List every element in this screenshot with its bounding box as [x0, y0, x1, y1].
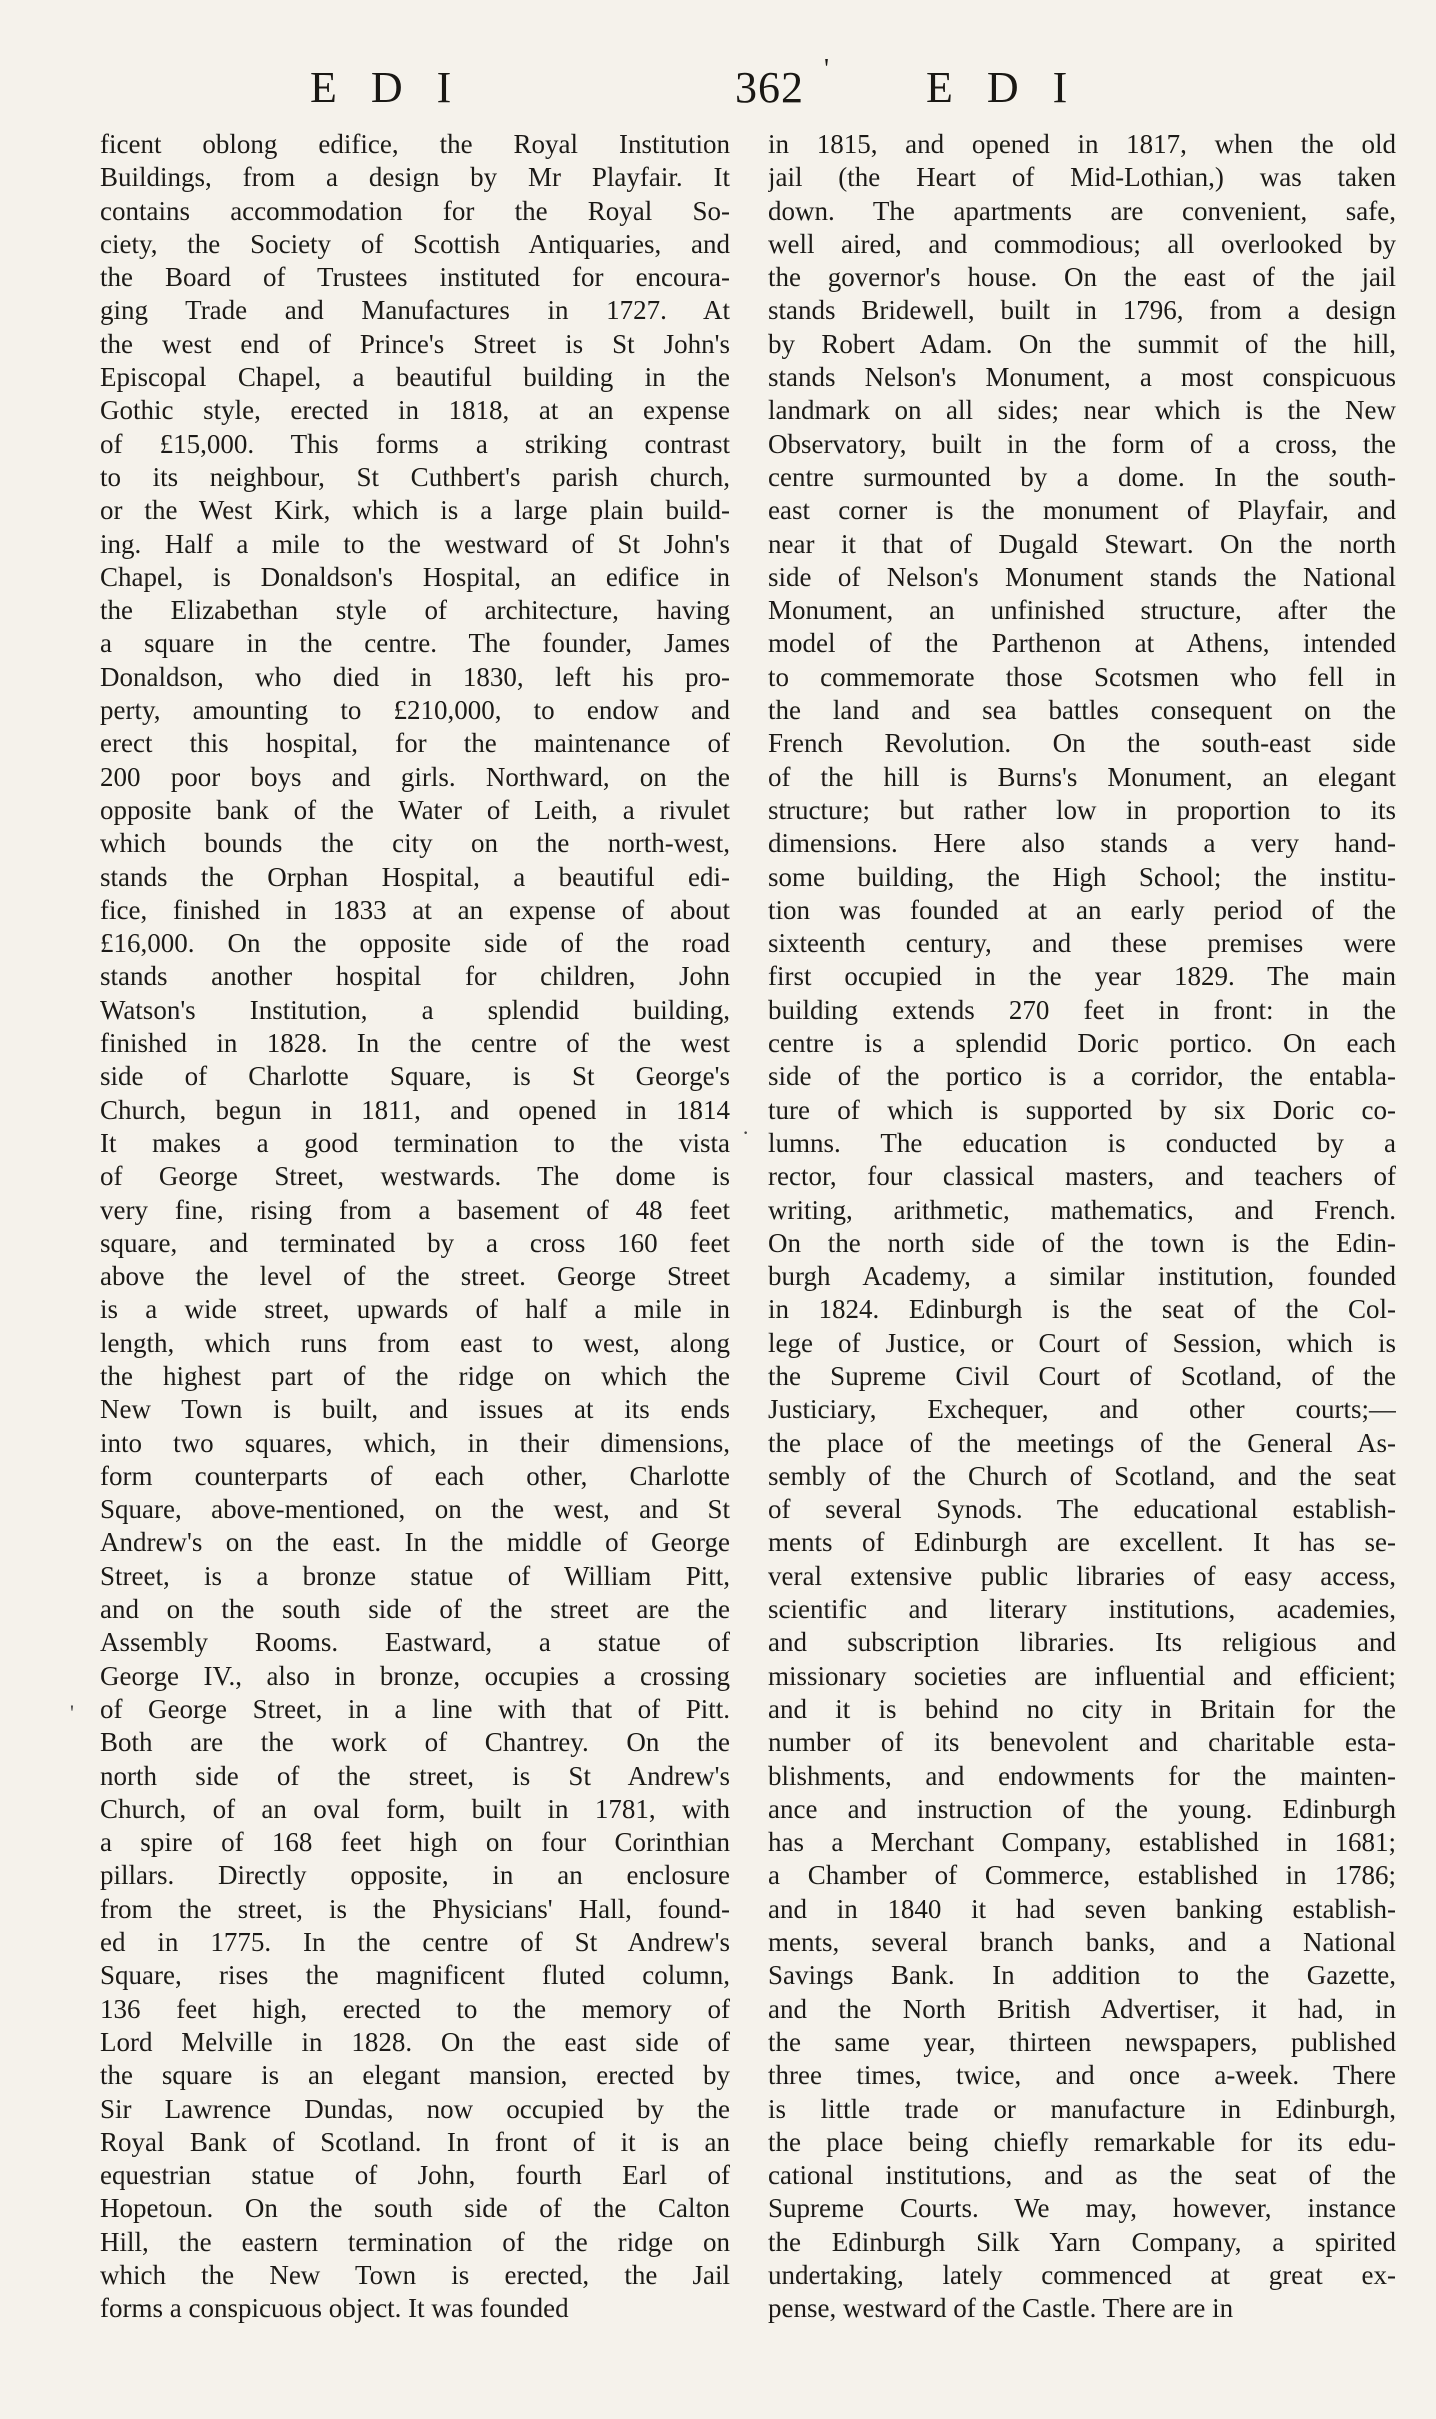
text-line: New Town is built, and issues at its ends: [100, 1394, 730, 1425]
text-line: Church, of an oval form, built in 1781, with: [100, 1793, 730, 1824]
text-line: blishments, and endowments for the mainten-: [768, 1760, 1396, 1791]
text-line: burgh Academy, a similar institution, founded: [768, 1261, 1396, 1292]
text-line: the governor's house. On the east of the jail: [768, 262, 1396, 293]
text-line: of George Street, westwards. The dome is: [100, 1161, 730, 1192]
text-line: number of its benevolent and charitable esta-: [768, 1727, 1396, 1758]
page-number: 362: [735, 63, 804, 112]
text-line: of several Synods. The educational establish-: [768, 1494, 1396, 1525]
gutter-mark: ·: [742, 1120, 750, 1145]
text-line: centre is a splendid Doric portico. On each: [768, 1028, 1396, 1059]
text-line: and subscription libraries. Its religious and: [768, 1627, 1396, 1658]
text-line: is a wide street, upwards of half a mile in: [100, 1294, 730, 1325]
text-line: has a Merchant Company, established in 1681;: [768, 1827, 1396, 1858]
text-line: some building, the High School; the institu-: [768, 861, 1396, 892]
text-line: sixteenth century, and these premises were: [768, 928, 1396, 959]
text-line: the place being chiefly remarkable for its edu-: [768, 2126, 1396, 2157]
text-line: finished in 1828. In the centre of the west: [100, 1028, 730, 1059]
text-line: down. The apartments are convenient, safe,: [768, 195, 1396, 226]
text-line: of the hill is Burns's Monument, an elegant: [768, 761, 1396, 792]
text-line: undertaking, lately commenced at great ex-: [768, 2260, 1396, 2290]
text-line: by Robert Adam. On the summit of the hill,: [768, 328, 1396, 359]
text-line: equestrian statue of John, fourth Earl of: [100, 2160, 730, 2191]
text-line: Street, is a bronze statue of William Pitt,: [100, 1560, 730, 1591]
text-line: French Revolution. On the south-east side: [768, 728, 1396, 759]
text-line: a square in the centre. The founder, James: [100, 628, 730, 659]
text-line: Square, above-mentioned, on the west, and St: [100, 1494, 730, 1525]
text-line: contains accommodation for the Royal So-: [100, 195, 730, 226]
text-line: Donaldson, who died in 1830, left his pro-: [100, 661, 730, 692]
text-line: lege of Justice, or Court of Session, which is: [768, 1327, 1396, 1358]
text-line: sembly of the Church of Scotland, and the seat: [768, 1460, 1396, 1491]
text-line: the square is an elegant mansion, erected by: [100, 2060, 730, 2091]
text-line: ging Trade and Manufactures in 1727. At: [100, 295, 730, 326]
text-line: Square, rises the magnificent fluted column,: [100, 1960, 730, 1991]
text-line: It makes a good termination to the vista: [100, 1127, 730, 1158]
text-line: stands Bridewell, built in 1796, from a design: [768, 295, 1396, 326]
text-line: Royal Bank of Scotland. In front of it is an: [100, 2126, 730, 2157]
text-line: landmark on all sides; near which is the New: [768, 395, 1396, 426]
text-line: missionary societies are influential and efficient;: [768, 1660, 1396, 1691]
text-line: Monument, an unfinished structure, after the: [768, 595, 1396, 626]
text-line: of George Street, in a line with that of Pitt.: [100, 1693, 730, 1724]
text-line: fice, finished in 1833 at an expense of about: [100, 894, 730, 925]
text-line: near it that of Dugald Stewart. On the north: [768, 528, 1396, 559]
text-line: very fine, rising from a basement of 48 feet: [100, 1194, 730, 1225]
text-line: the same year, thirteen newspapers, published: [768, 2026, 1396, 2057]
text-line: three times, twice, and once a-week. There: [768, 2060, 1396, 2091]
text-line: in 1815, and opened in 1817, when the old: [768, 129, 1396, 159]
text-line: 136 feet high, erected to the memory of: [100, 1993, 730, 2024]
text-line: length, which runs from east to west, along: [100, 1327, 730, 1358]
text-line: opposite bank of the Water of Leith, a rivulet: [100, 794, 730, 825]
text-line: form counterparts of each other, Charlotte: [100, 1460, 730, 1491]
text-line: from the street, is the Physicians' Hall, found-: [100, 1893, 730, 1924]
text-line: and the North British Advertiser, it had, in: [768, 1993, 1396, 2024]
text-line: Observatory, built in the form of a cross, the: [768, 428, 1396, 459]
text-line: to its neighbour, St Cuthbert's parish church,: [100, 461, 730, 492]
text-line: well aired, and commodious; all overlooked by: [768, 228, 1396, 259]
text-line: the west end of Prince's Street is St John's: [100, 328, 730, 359]
text-line: ficent oblong edifice, the Royal Institution: [100, 129, 730, 159]
text-line: tion was founded at an early period of the: [768, 894, 1396, 925]
text-line: stands another hospital for children, John: [100, 961, 730, 992]
text-line: into two squares, which, in their dimensions,: [100, 1427, 730, 1458]
text-line: stands the Orphan Hospital, a beautiful edi-: [100, 861, 730, 892]
text-line: of £15,000. This forms a striking contrast: [100, 428, 730, 459]
text-line: ance and instruction of the young. Edinburgh: [768, 1793, 1396, 1824]
text-line: and on the south side of the street are the: [100, 1594, 730, 1625]
text-line: a Chamber of Commerce, established in 1786;: [768, 1860, 1396, 1891]
text-line: the Board of Trustees instituted for encoura-: [100, 262, 730, 293]
text-line: erect this hospital, for the maintenance of: [100, 728, 730, 759]
text-line: jail (the Heart of Mid-Lothian,) was taken: [768, 162, 1396, 193]
text-line: perty, amounting to £210,000, to endow and: [100, 695, 730, 726]
text-line: ciety, the Society of Scottish Antiquaries, and: [100, 228, 730, 259]
text-line: Church, begun in 1811, and opened in 1814: [100, 1094, 730, 1125]
text-line: stands Nelson's Monument, a most conspicuous: [768, 362, 1396, 393]
text-line: cational institutions, and as the seat of the: [768, 2160, 1396, 2191]
text-line: pense, westward of the Castle. There are in: [768, 2293, 1234, 2324]
text-line: Hill, the eastern termination of the ridge on: [100, 2226, 730, 2257]
text-line: is little trade or manufacture in Edinburgh,: [768, 2093, 1396, 2124]
text-line: side of the portico is a corridor, the entabla-: [768, 1061, 1396, 1092]
header-left-word: EDI: [310, 63, 486, 112]
text-line: £16,000. On the opposite side of the road: [100, 928, 730, 959]
text-line: the Elizabethan style of architecture, having: [100, 595, 730, 626]
text-line: Buildings, from a design by Mr Playfair. It: [100, 162, 730, 193]
text-line: the place of the meetings of the General As-: [768, 1427, 1396, 1458]
text-line: Chapel, is Donaldson's Hospital, an edifice in: [100, 561, 730, 592]
text-line: the Supreme Civil Court of Scotland, of the: [768, 1360, 1396, 1391]
text-line: the highest part of the ridge on which the: [100, 1360, 730, 1391]
text-line: scientific and literary institutions, academies,: [768, 1594, 1396, 1625]
text-line: forms a conspicuous object. It was founded: [100, 2293, 569, 2324]
text-line: model of the Parthenon at Athens, intended: [768, 628, 1396, 659]
text-line: centre surmounted by a dome. In the south-: [768, 461, 1396, 492]
text-line: ing. Half a mile to the westward of St John's: [100, 528, 730, 559]
text-line: a spire of 168 feet high on four Corinthian: [100, 1827, 730, 1858]
text-line: Watson's Institution, a splendid building,: [100, 994, 730, 1025]
left-column: [100, 128, 730, 2326]
text-line: writing, arithmetic, mathematics, and French.: [768, 1194, 1396, 1225]
text-line: Hopetoun. On the south side of the Calton: [100, 2193, 730, 2224]
text-line: side of Nelson's Monument stands the National: [768, 561, 1396, 592]
text-line: veral extensive public libraries of easy access,: [768, 1560, 1396, 1591]
text-line: Episcopal Chapel, a beautiful building in the: [100, 362, 730, 393]
text-line: Supreme Courts. We may, however, instance: [768, 2193, 1396, 2224]
text-line: ture of which is supported by six Doric co-: [768, 1094, 1396, 1125]
text-line: and it is behind no city in Britain for the: [768, 1693, 1396, 1724]
text-line: Andrew's on the east. In the middle of George: [100, 1527, 730, 1558]
text-line: the Edinburgh Silk Yarn Company, a spirited: [768, 2226, 1396, 2257]
text-line: square, and terminated by a cross 160 feet: [100, 1227, 730, 1258]
text-line: which the New Town is erected, the Jail: [100, 2260, 730, 2290]
text-line: building extends 270 feet in front: in the: [768, 994, 1396, 1025]
text-line: Lord Melville in 1828. On the east side of: [100, 2026, 730, 2057]
text-line: north side of the street, is St Andrew's: [100, 1760, 730, 1791]
text-line: rector, four classical masters, and teachers of: [768, 1161, 1396, 1192]
header-mark: ': [824, 54, 830, 85]
text-line: George IV., also in bronze, occupies a crossing: [100, 1660, 730, 1691]
text-line: above the level of the street. George Street: [100, 1261, 730, 1292]
text-line: which bounds the city on the north-west,: [100, 828, 730, 859]
text-line: Both are the work of Chantrey. On the: [100, 1727, 730, 1758]
text-line: or the West Kirk, which is a large plain build-: [100, 495, 730, 526]
text-line: ments, several branch banks, and a National: [768, 1927, 1396, 1958]
header-right-word: EDI: [926, 63, 1102, 112]
text-line: Justiciary, Exchequer, and other courts;—: [768, 1394, 1396, 1425]
text-line: to commemorate those Scotsmen who fell in: [768, 661, 1396, 692]
text-line: On the north side of the town is the Edin-: [768, 1227, 1396, 1258]
text-line: side of Charlotte Square, is St George's: [100, 1061, 730, 1092]
text-line: in 1824. Edinburgh is the seat of the Col-: [768, 1294, 1396, 1325]
text-line: Gothic style, erected in 1818, at an expense: [100, 395, 730, 426]
right-column: [768, 128, 1396, 2326]
text-line: ed in 1775. In the centre of St Andrew's: [100, 1927, 730, 1958]
text-line: the land and sea battles consequent on the: [768, 695, 1396, 726]
text-line: ments of Edinburgh are excellent. It has se-: [768, 1527, 1396, 1558]
text-line: Sir Lawrence Dundas, now occupied by the: [100, 2093, 730, 2124]
text-line: dimensions. Here also stands a very hand-: [768, 828, 1396, 859]
text-line: lumns. The education is conducted by a: [768, 1127, 1396, 1158]
text-line: Savings Bank. In addition to the Gazette,: [768, 1960, 1396, 1991]
text-line: Assembly Rooms. Eastward, a statue of: [100, 1627, 730, 1658]
margin-mark: ': [70, 1700, 74, 1725]
text-line: east corner is the monument of Playfair, and: [768, 495, 1396, 526]
text-line: 200 poor boys and girls. Northward, on the: [100, 761, 730, 792]
text-line: pillars. Directly opposite, in an enclosure: [100, 1860, 730, 1891]
running-header: [0, 54, 1436, 122]
text-line: and in 1840 it had seven banking establish-: [768, 1893, 1396, 1924]
text-line: first occupied in the year 1829. The main: [768, 961, 1396, 992]
text-line: structure; but rather low in proportion to its: [768, 794, 1396, 825]
